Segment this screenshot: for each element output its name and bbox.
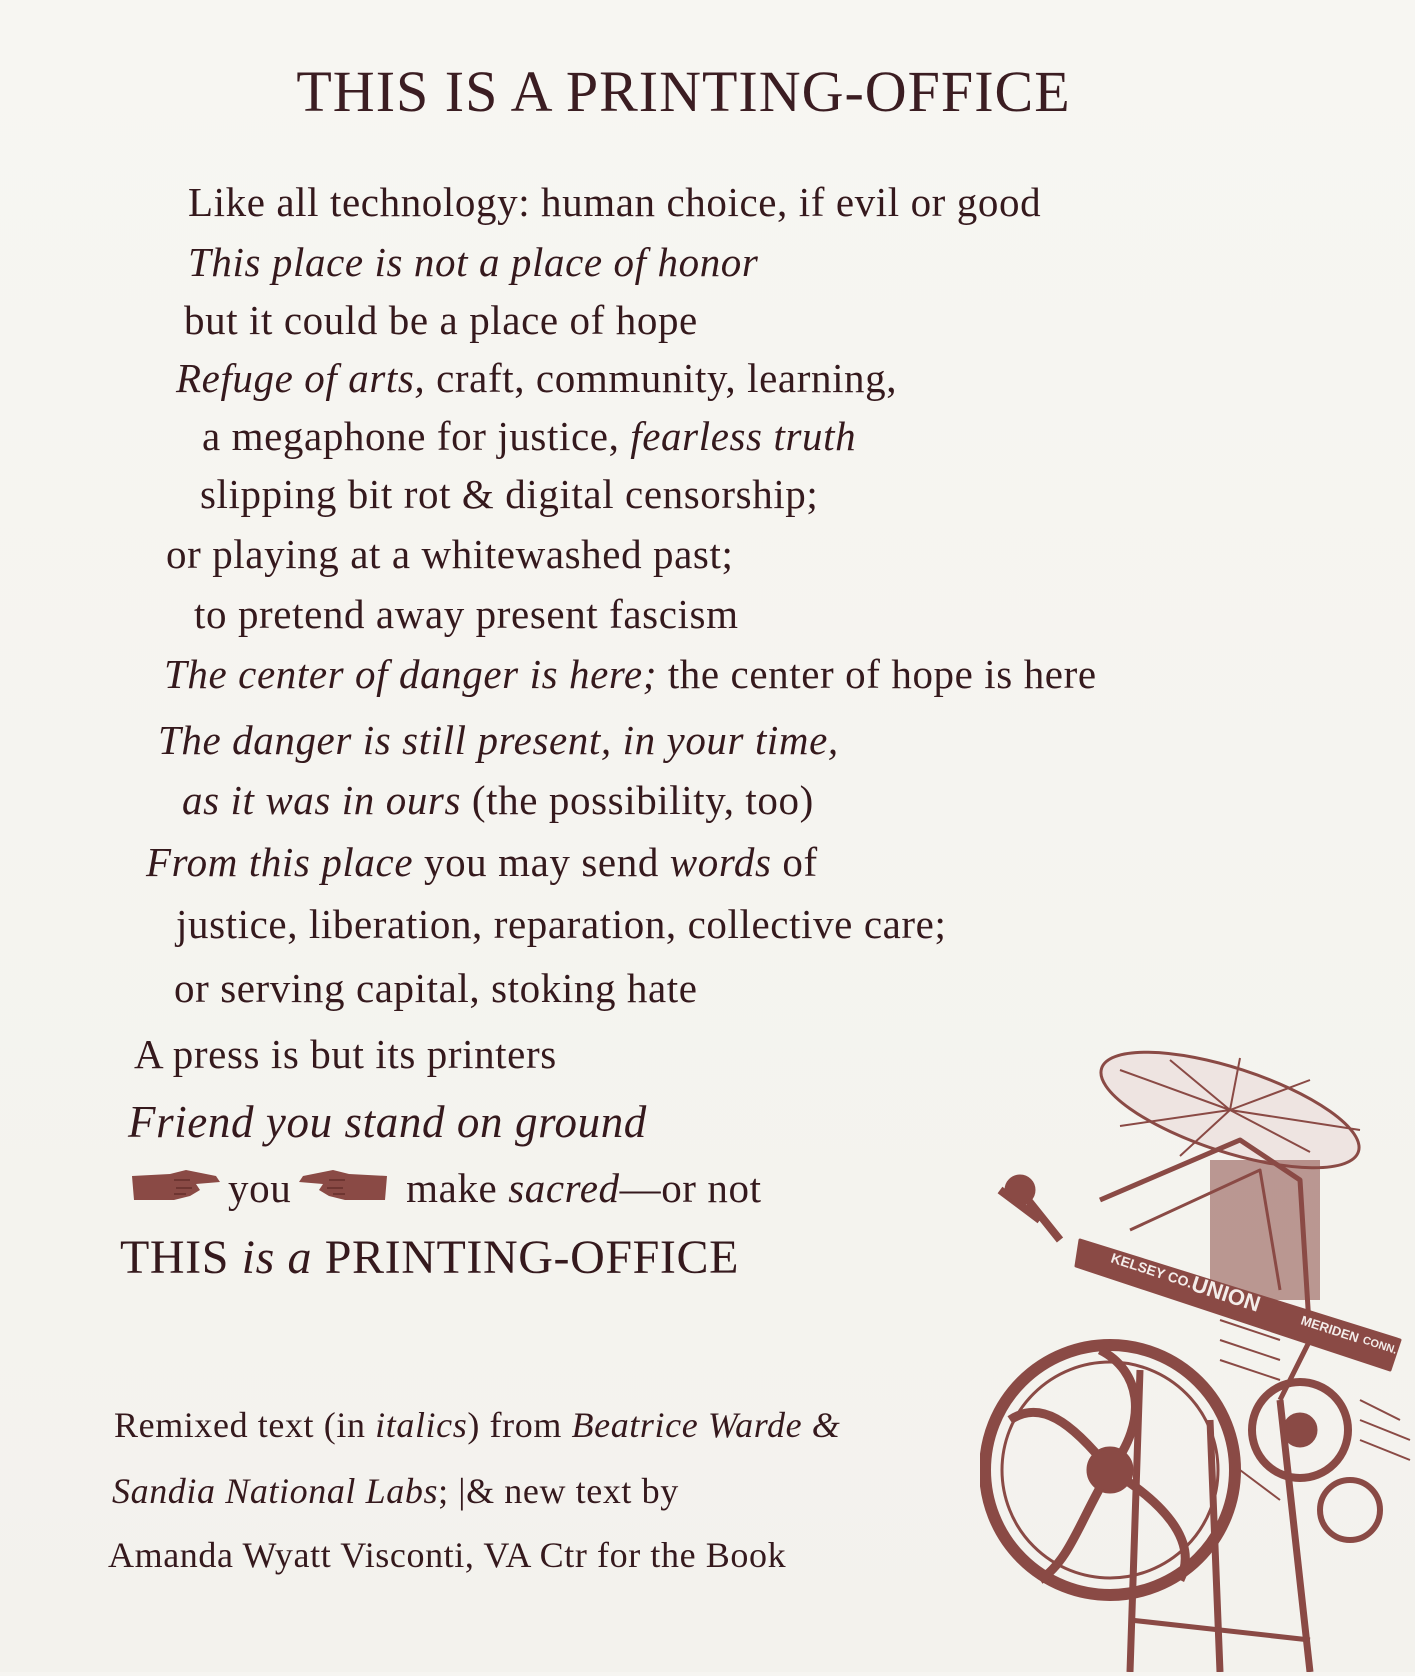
press-lettering-state: CONN. xyxy=(1361,1334,1399,1357)
poem-seg: A press is but its printers xyxy=(134,1031,557,1077)
press-lettering-union: UNION xyxy=(1188,1270,1264,1317)
credit-line-3 xyxy=(108,1534,786,1576)
printing-press-illustration xyxy=(980,1040,1415,1672)
poem-seg: slipping bit rot & digital censorship; xyxy=(200,471,819,517)
poem-seg: as it was in ours xyxy=(182,777,462,823)
press-lettering-maker: KELSEY CO. xyxy=(1109,1249,1195,1291)
poem-seg: the center of hope is here xyxy=(656,651,1097,697)
poem-seg: is a xyxy=(241,1231,313,1284)
poem-seg: Refuge of arts, xyxy=(176,355,426,401)
poem-line-18 xyxy=(120,1230,739,1285)
poem-line-9 xyxy=(164,650,1097,698)
poem-seg: a megaphone for justice, xyxy=(202,413,631,459)
press-engraving xyxy=(980,1040,1415,1672)
credit-seg: Sandia National Labs xyxy=(112,1471,439,1511)
credit-seg: ) from xyxy=(467,1405,572,1445)
poem-seg: but it could be a place of hope xyxy=(184,297,698,343)
poem-line-14 xyxy=(174,964,698,1012)
poem-line-5 xyxy=(202,412,856,460)
press-lettering-town: MERIDEN xyxy=(1299,1312,1361,1346)
poem-line-15 xyxy=(134,1030,557,1078)
poem-line-16 xyxy=(128,1096,647,1148)
credit-seg: Amanda Wyatt Visconti, VA Ctr for the Book xyxy=(108,1535,787,1575)
poem-seg: The center of danger is here; xyxy=(164,651,657,697)
poem-seg: or playing at a whitewashed past; xyxy=(166,531,734,577)
poem-seg: Friend you stand on ground xyxy=(128,1097,647,1147)
poem-seg: make xyxy=(395,1165,509,1211)
poem-line-11 xyxy=(182,776,814,824)
poem-line-8 xyxy=(194,590,739,638)
pointing-hand-left-icon xyxy=(297,1166,389,1206)
poem-seg: THIS xyxy=(120,1231,242,1284)
poem-line-10 xyxy=(158,716,839,764)
credit-line-1 xyxy=(114,1404,840,1446)
poem-line-13 xyxy=(176,900,946,948)
poem-seg: This place is not a place of honor xyxy=(188,239,759,285)
poem-line-7 xyxy=(166,530,733,578)
poem-line-17 xyxy=(124,1162,762,1212)
credit-line-2 xyxy=(112,1470,679,1512)
poem-line-12 xyxy=(146,838,818,886)
poem-seg: Like all technology: human choice, if evil or good xyxy=(188,179,1042,225)
poem-seg: words xyxy=(669,839,772,885)
poem-seg: sacred xyxy=(508,1165,620,1211)
poem-seg: craft, community, learning, xyxy=(425,355,898,401)
credit-seg: Remixed text (in xyxy=(114,1405,376,1445)
poem-line-4 xyxy=(176,354,897,402)
pointing-hand-right-icon xyxy=(130,1166,222,1206)
poem-seg: or serving capital, stoking hate xyxy=(174,965,698,1011)
page-title xyxy=(0,58,1415,125)
poem-seg: —or not xyxy=(619,1165,762,1211)
poem-seg: to pretend away present fascism xyxy=(194,591,739,637)
poem-line-3 xyxy=(184,296,698,344)
poem-line-6 xyxy=(200,470,818,518)
poem-seg: fearless truth xyxy=(630,413,857,459)
credit-seg: Beatrice Warde & xyxy=(571,1405,841,1445)
poem-seg: From this place xyxy=(146,839,414,885)
poem-seg: you xyxy=(228,1165,292,1211)
poem-seg: you may send xyxy=(413,839,670,885)
poem-seg: justice, liberation, reparation, collective care; xyxy=(176,901,947,947)
poem-seg: (the possibility, too) xyxy=(461,777,814,823)
poem-line-2 xyxy=(188,238,758,286)
credit-seg: italics xyxy=(375,1405,468,1445)
poem-seg: PRINTING-OFFICE xyxy=(312,1231,740,1284)
poem-seg: The danger is still present, in your time, xyxy=(158,717,839,763)
title-text: THIS IS A PRINTING-OFFICE xyxy=(296,59,1071,124)
poem-line-1 xyxy=(188,178,1041,226)
poem-seg: of xyxy=(771,839,818,885)
credit-seg: ; |& new text by xyxy=(438,1471,679,1511)
